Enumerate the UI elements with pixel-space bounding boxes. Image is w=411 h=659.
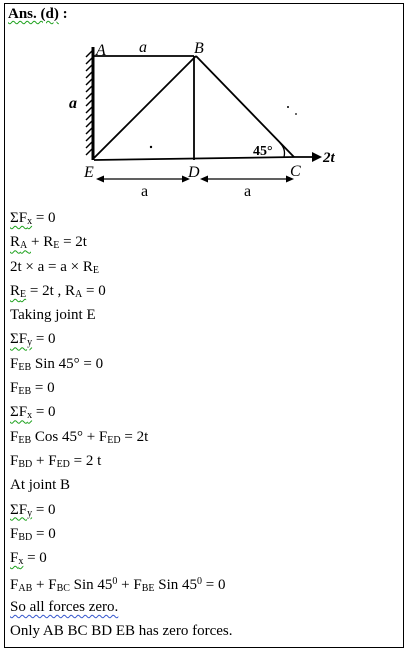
equation-line: $2t \times a = a \times R_E$ bbox=[10, 258, 99, 276]
label-force: 2t bbox=[323, 150, 335, 166]
label-point-b: B bbox=[194, 40, 204, 57]
solution-steps bbox=[10, 206, 232, 643]
equation-line: $F_{BD} = 0$ bbox=[10, 525, 56, 543]
text-line: Taking joint E bbox=[10, 307, 96, 324]
label-point-e: E bbox=[84, 164, 94, 181]
equation-line: $R_E = 2t$ , $R_A = 0$ bbox=[10, 282, 106, 300]
label-top-dimension: a bbox=[139, 39, 147, 56]
label-point-d: D bbox=[188, 164, 200, 181]
label-bottom-dimension-left: a bbox=[141, 183, 149, 200]
label-left-dimension: a bbox=[69, 95, 77, 112]
equation-line: $\Sigma F_y = 0$ bbox=[10, 331, 56, 349]
answer-label: Ans. (d) bbox=[8, 6, 59, 22]
text-line: So all forces zero. bbox=[10, 598, 119, 615]
label-bottom-dimension-right: a bbox=[244, 183, 252, 200]
equation-line: $\Sigma F_x = 0$ bbox=[10, 404, 56, 422]
equation-line: $F_x = 0$ bbox=[10, 550, 47, 568]
equation-line: $F_{EB} = 0$ bbox=[10, 380, 55, 398]
equation-line: $F_{EB}$ Sin 45° = 0 bbox=[10, 355, 104, 373]
truss-diagram bbox=[0, 0, 411, 200]
equation-line: $\Sigma F_y = 0$ bbox=[10, 501, 56, 519]
text-line: Only AB BC BD EB has zero forces. bbox=[10, 623, 233, 640]
equation-line: $F_{AB} + F_{BC}$ Sin $45^0 + F_{BE}$ Sin $45^0 = 0$ bbox=[10, 576, 226, 595]
text-line: At joint B bbox=[10, 477, 71, 494]
angle-arc bbox=[280, 143, 285, 157]
equation-line: $R_A + R_E = 2t$ bbox=[10, 234, 87, 252]
stray-dot bbox=[150, 146, 152, 148]
label-angle: 45° bbox=[253, 144, 273, 159]
equation-line: $\Sigma F_x = 0$ bbox=[10, 210, 56, 227]
equation-line: $F_{EB}$ Cos $45^\circ + F_{ED} = 2t$ bbox=[10, 428, 149, 446]
force-arrow bbox=[295, 152, 322, 162]
member-bc bbox=[196, 56, 294, 157]
label-point-c: C bbox=[290, 163, 301, 180]
equation-line: $F_{BD} + F_{ED} = 2$ t bbox=[10, 452, 102, 470]
label-point-a: A bbox=[96, 42, 106, 59]
answer-colon: : bbox=[58, 6, 68, 22]
member-eb bbox=[94, 56, 196, 158]
wall-support bbox=[86, 47, 93, 160]
stray-dot bbox=[295, 113, 297, 115]
stray-dot bbox=[287, 106, 289, 108]
